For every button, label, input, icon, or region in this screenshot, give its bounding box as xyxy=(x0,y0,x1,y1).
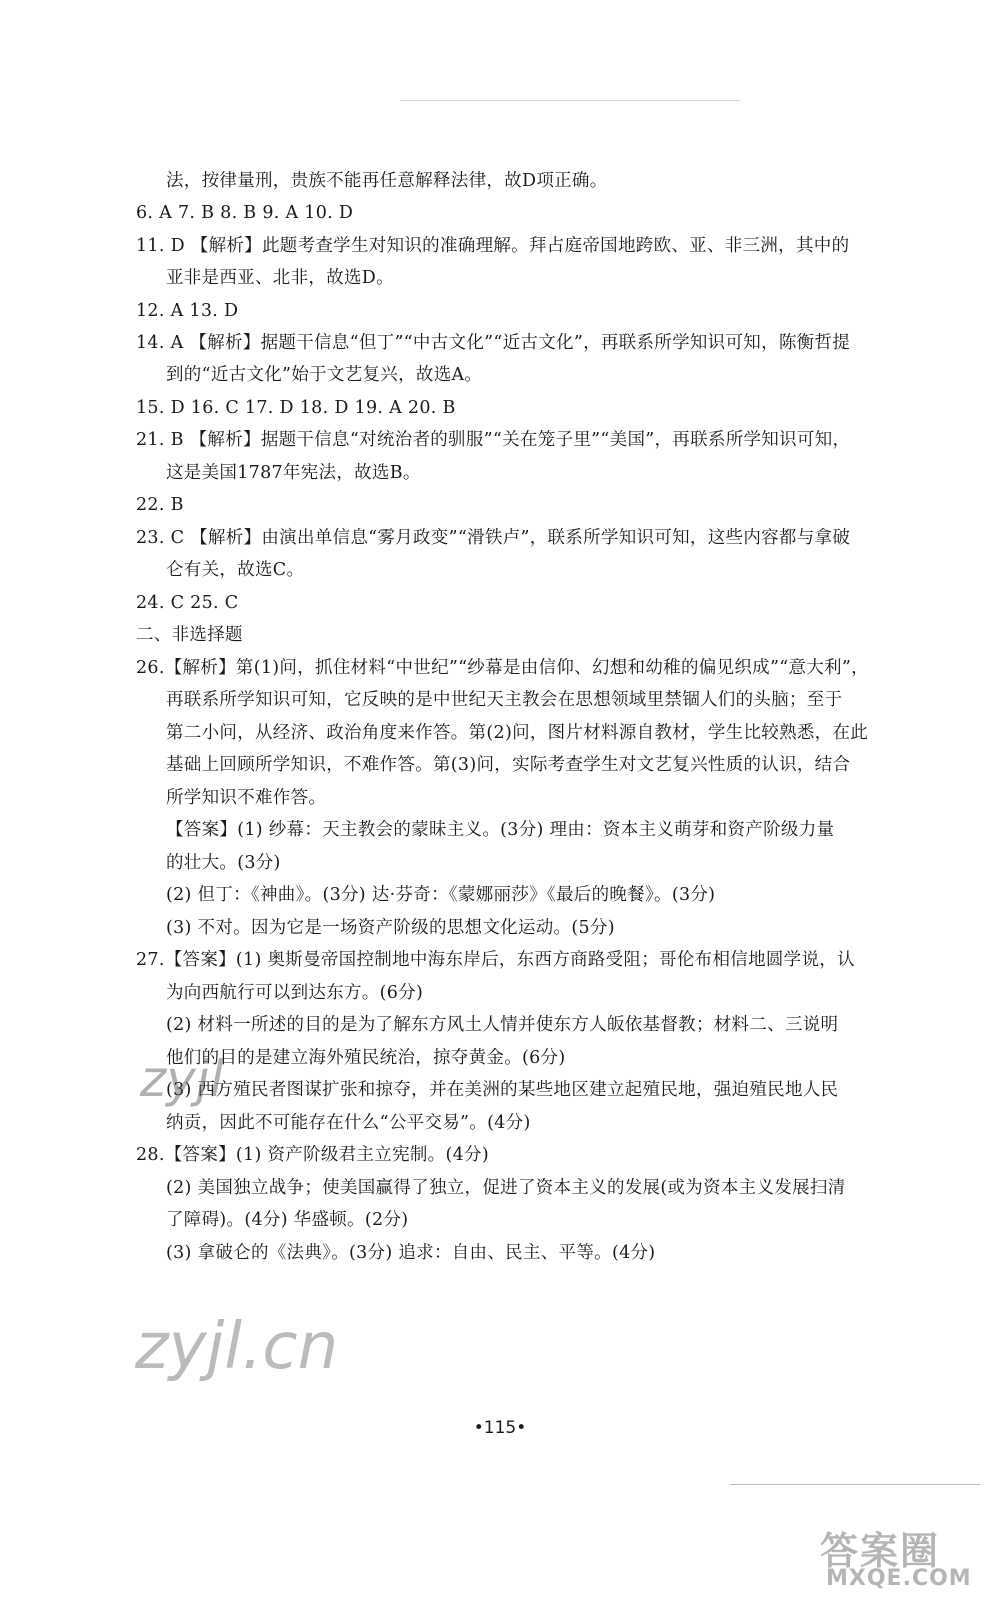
text-line: (2) 美国独立战争；使美国赢得了独立，促进了资本主义的发展(或为资本主义发展扫清 xyxy=(166,1178,846,1198)
text-line: 27.【答案】(1) 奥斯曼帝国控制地中海东岸后，东西方商路受阻；哥伦布相信地圆学说，认 xyxy=(136,950,855,970)
text-line: (2) 材料一所述的目的是为了解东方风土人情并使东方人皈依基督教；材料二、三说明 xyxy=(166,1015,839,1035)
text-line: 所学知识不难作答。 xyxy=(166,788,327,808)
text-line: 基础上回顾所学知识，不难作答。第(3)问，实际考查学生对文艺复兴性质的认识，结合 xyxy=(166,755,851,775)
corner-logo-url: MXQE.COM xyxy=(826,1566,972,1591)
text-line: 23. C 【解析】由演出单信息“雾月政变”“滑铁卢”，联系所学知识可知，这些内容都与拿破 xyxy=(136,528,851,548)
text-line: (3) 不对。因为它是一场资产阶级的思想文化运动。(5分) xyxy=(166,918,615,938)
text-line: 22. B xyxy=(136,495,184,515)
text-line: 到的“近古文化”始于文艺复兴，故选A。 xyxy=(166,365,483,385)
text-line: 仑有关，故选C。 xyxy=(166,560,305,580)
text-line: 第二小问，从经济、政治角度来作答。第(2)问，图片材料源自教材，学生比较熟悉，在此 xyxy=(166,723,869,743)
bottom-divider xyxy=(730,1484,980,1485)
text-line: 6. A 7. B 8. B 9. A 10. D xyxy=(136,203,354,223)
watermark-low: zyjl.cn xyxy=(135,1310,339,1384)
text-line: 14. A 【解析】据题干信息“但丁”“中古文化”“近古文化”，再联系所学知识可知，陈衡哲提 xyxy=(136,333,851,353)
text-line: 再联系所学知识可知，它反映的是中世纪天主教会在思想领域里禁锢人们的头脑；至于 xyxy=(166,690,843,710)
corner-logo xyxy=(820,1520,980,1598)
text-line: 24. C 25. C xyxy=(136,593,239,613)
text-line: 15. D 16. C 17. D 18. D 19. A 20. B xyxy=(136,398,456,418)
text-line: 法，按律量刑，贵族不能再任意解释法律，故D项正确。 xyxy=(166,171,608,191)
watermark-mid: zyjl xyxy=(140,1050,224,1108)
text-line: 26.【解析】第(1)问，抓住材料“中世纪”“纱幕是由信仰、幻想和幼稚的偏见织成”“意大利”， xyxy=(136,658,869,678)
page-number: •115• xyxy=(473,1418,527,1438)
text-line: 亚非是西亚、北非，故选D。 xyxy=(166,268,394,288)
text-line: 他们的目的是建立海外殖民统治，掠夺黄金。(6分) xyxy=(166,1048,566,1068)
text-line: 纳贡，因此不可能存在什么“公平交易”。(4分) xyxy=(166,1113,531,1133)
text-line: 28.【答案】(1) 资产阶级君主立宪制。(4分) xyxy=(136,1145,489,1165)
text-line: 的壮大。(3分) xyxy=(166,853,281,873)
text-line: 了障碍)。(4分) 华盛顿。(2分) xyxy=(166,1210,409,1230)
text-line: 为向西航行可以到达东方。(6分) xyxy=(166,983,424,1003)
section-heading: 二、非选择题 xyxy=(136,625,243,645)
text-line: 11. D 【解析】此题考查学生对知识的准确理解。拜占庭帝国地跨欧、亚、非三洲，其中的 xyxy=(136,236,850,256)
text-line: (3) 拿破仑的《法典》。(3分) 追求：自由、民主、平等。(4分) xyxy=(166,1243,656,1263)
top-divider xyxy=(400,100,740,101)
text-line: (2) 但丁：《神曲》。(3分) 达·芬奇：《蒙娜丽莎》《最后的晚餐》。(3分) xyxy=(166,885,716,905)
text-line: 【答案】(1) 纱幕：天主教会的蒙昧主义。(3分) 理由：资本主义萌芽和资产阶级力量 xyxy=(166,820,835,840)
text-line: 21. B 【解析】据题干信息“对统治者的驯服”“关在笼子里”“美国”，再联系所学知识可知， xyxy=(136,430,851,450)
corner-logo-text: 答案圈 xyxy=(820,1529,941,1573)
text-line: 12. A 13. D xyxy=(136,301,239,321)
text-line: (3) 西方殖民者图谋扩张和掠夺，并在美洲的某些地区建立起殖民地，强迫殖民地人民 xyxy=(166,1080,839,1100)
text-line: 这是美国1787年宪法，故选B。 xyxy=(166,463,421,483)
